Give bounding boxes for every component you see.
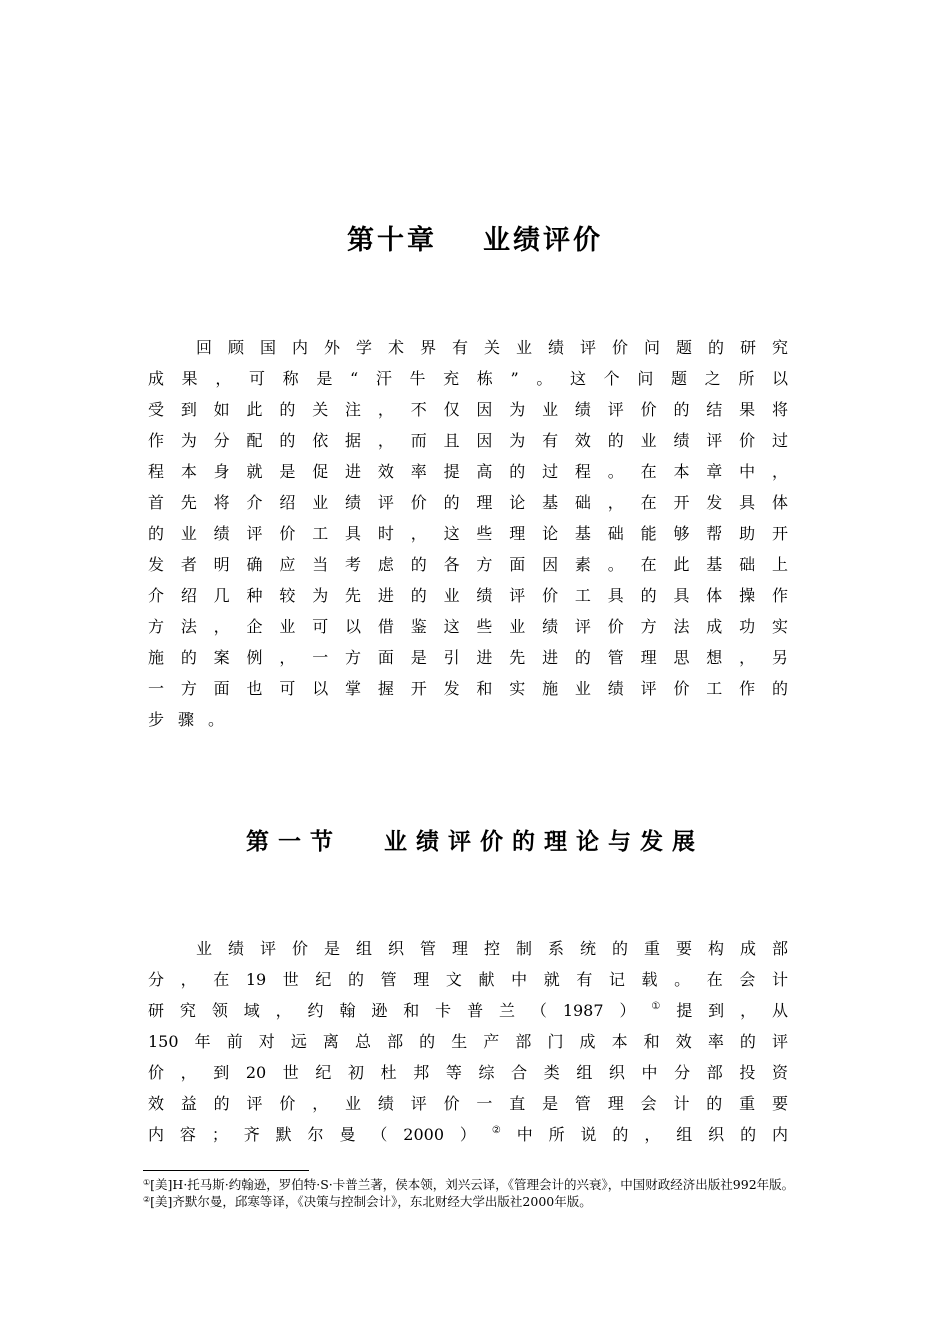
section-heading [0,826,950,858]
footnote-mark: ② [143,1195,151,1204]
section-text: 中所说的，组织的内 [516,1125,788,1144]
footnote-text: [美]H·托马斯·约翰逊，罗伯特·S·卡普兰著，侯本领，刘兴云译，《管理会计的兴衰》，中国财政经济出版社992年版。 [150,1177,795,1192]
intro-line: 一方面也可以掌握开发和实施业绩评价工作的 [148,679,788,698]
chapter-heading [0,223,950,259]
section-line: 业绩评价是组织管理控制系统的重要构成部 [196,939,788,958]
intro-line: 方法，企业可以借鉴这些业绩评价方法成功实 [148,617,788,636]
footnote-2 [143,1193,808,1210]
footnote-ref-2[interactable]: ② [491,1125,517,1136]
section-line: 分，在19世纪的管理文献中就有记载。在会计 [148,970,788,989]
section-number: 第一节 [246,829,342,855]
footnote-text: [美]齐默尔曼，邱寒等译，《决策与控制会计》，东北财经大学出版社2000年版。 [150,1194,592,1209]
chapter-number: 第十章 [347,225,437,256]
intro-paragraph [148,332,788,735]
intro-line: 介绍几种较为先进的业绩评价工具的具体操作 [148,586,788,605]
chapter-title: 业绩评价 [483,225,603,256]
intro-line: 的业绩评价工具时，这些理论基础能够帮助开 [148,524,788,543]
section-text: 内容；齐默尔曼（2000） [148,1125,492,1144]
section-text: 研究领域，约翰逊和卡普兰（1987） [148,1001,652,1020]
section-line: 价，到20世纪初杜邦等综合类组织中分部投资 [148,1063,788,1082]
section-paragraph [148,933,788,1150]
intro-line: 受到如此的关注，不仅因为业绩评价的结果将 [148,400,788,419]
footnote-1 [143,1176,808,1193]
section-line [148,1119,788,1150]
section-line: 150年前对远离总部的生产部门成本和效率的评 [148,1032,788,1051]
footnotes [143,1176,808,1210]
footnote-divider [143,1170,309,1171]
intro-line: 回顾国内外学术界有关业绩评价问题的研究 [196,338,788,357]
section-line: 效益的评价，业绩评价一直是管理会计的重要 [148,1094,788,1113]
intro-line: 施的案例，一方面是引进先进的管理思想，另 [148,648,788,667]
intro-line: 程本身就是促进效率提高的过程。在本章中， [148,462,788,481]
footnote-mark: ① [143,1178,151,1187]
footnote-ref-1[interactable]: ① [651,1001,677,1012]
intro-line: 步骤。 [148,710,239,729]
intro-line: 首先将介绍业绩评价的理论基础，在开发具体 [148,493,788,512]
section-text: 提到，从 [676,1001,788,1020]
section-line [148,995,788,1026]
intro-line: 成果，可称是“汗牛充栋”。这个问题之所以 [148,369,788,388]
intro-line: 作为分配的依据，而且因为有效的业绩评价过 [148,431,788,450]
intro-line: 发者明确应当考虑的各方面因素。在此基础上 [148,555,788,574]
section-title: 业绩评价的理论与发展 [384,829,704,855]
